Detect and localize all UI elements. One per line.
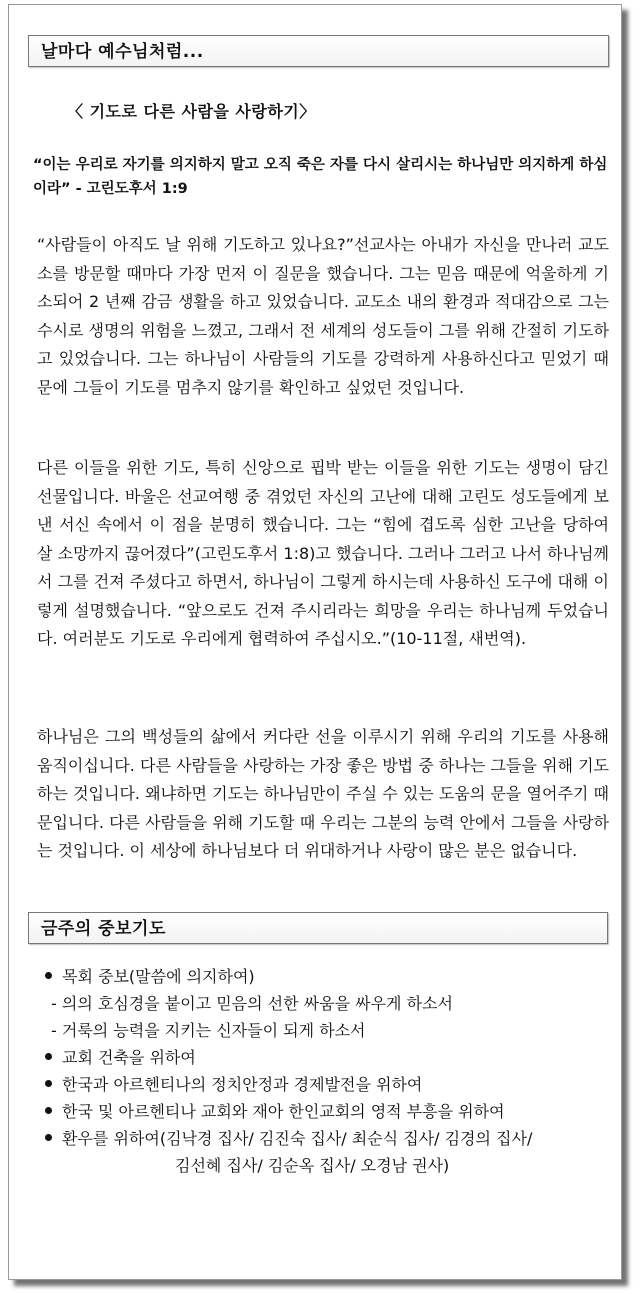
bullet-icon (45, 1107, 52, 1114)
list-item-text: 한국과 아르헨티나의 정치안정과 경제발전을 위하여 (62, 1075, 423, 1094)
list-item-text: 환우를 위하여(김낙경 집사/ 김진숙 집사/ 최순식 집사/ 김경의 집사/ (62, 1129, 533, 1148)
bullet-icon (45, 1134, 52, 1141)
devotion-paragraph-3: 하나님은 그의 백성들의 삶에서 커다란 선을 이루시기 위해 우리의 기도를 사용해 움직이십니다. 다른 사람들을 사랑하는 가장 좋은 방법 중 하나는 그들을 위해 기도하는 것입니다. 왜냐하면 기도는 하나님만이 주실 수 있는 도움의 문을 열어주기 때문입니다. 다른 사람들을 위해 기도할 때 우리는 그분의 능력 안에서 그들을 사랑하는 것입니다. 이 세상에 하나님보다 더 위대하거나 사랑이 많은 분은 없습니다. (37, 727, 609, 860)
list-item-text: - 의의 호심경을 붙이고 믿음의 선한 싸움을 싸우게 하소서 (51, 994, 453, 1013)
list-item-text: 교회 건축을 위하여 (62, 1048, 196, 1067)
prayer-list (45, 963, 615, 1179)
devotion-paragraph-2: 다른 이들을 위한 기도, 특히 신앙으로 핍박 받는 이들을 위한 기도는 생명이 담긴 선물입니다. 바울은 선교여행 중 겪었던 자신의 고난에 대해 고린도 성도들에게 보낸 서신 속에서 이 점을 분명히 했습니다. 그는 “힘에 겹도록 심한 고난을 당하여 살 소망까지 끊어졌다”(고린도후서 1:8)고 했습니다. 그러나 그러고 나서 하나님께서 그를 건져 주셨다고 하면서, 하나님이 그렇게 하시는데 사용하신 도구에 대해 이렇게 설명했습니다. “앞으로도 건져 주시리라는 희망을 우리는 하나님께 두었습니다. 여러분도 기도로 우리에게 협력하여 주십시오.”(10-11절, 새번역). (37, 458, 609, 648)
devotion-subtitle: 〈 기도로 다른 사람을 사랑하기〉 (67, 102, 316, 121)
list-subitem (45, 1017, 615, 1044)
list-item-text: 한국 및 아르헨티나 교회와 재아 한인교회의 영적 부흥을 위하여 (62, 1102, 505, 1121)
list-item (45, 1044, 615, 1071)
devotion-title: 날마다 예수님처럼... (41, 42, 204, 62)
list-item-text: 목회 중보(말씀에 의지하여) (62, 967, 255, 986)
devotion-header (28, 35, 609, 67)
prayer-title: 금주의 중보기도 (41, 919, 166, 939)
prayer-header (28, 912, 608, 944)
bullet-icon (45, 1053, 52, 1060)
list-item-text: 김선혜 집사/ 김순옥 집사/ 오경남 권사) (175, 1156, 450, 1175)
list-subitem (45, 990, 615, 1017)
list-item (45, 1098, 615, 1125)
list-item (45, 963, 615, 990)
bullet-icon (45, 1080, 52, 1087)
bullet-icon (45, 972, 52, 979)
devotion-paragraph-1: “사람들이 아직도 날 위해 기도하고 있나요?”선교사는 아내가 자신을 만나러 교도소를 방문할 때마다 가장 먼저 이 질문을 했습니다. 그는 믿음 때문에 억울하게 기소되어 2 년째 감금 생활을 하고 있었습니다. 교도소 내의 환경과 적대감으로 그는 수시로 생명의 위험을 느꼈고, 그래서 전 세계의 성도들이 그를 위해 간절히 기도하고 있었습니다. 그는 하나님이 사람들의 기도를 강력하게 사용하신다고 믿었기 때문에 그들이 기도를 멈추지 않기를 확인하고 싶었던 것입니다. (37, 235, 609, 397)
list-continuation (45, 1152, 615, 1179)
list-item-text: - 거룩의 능력을 지키는 신자들이 되게 하소서 (51, 1021, 366, 1040)
list-item (45, 1071, 615, 1098)
bulletin-page (8, 4, 622, 1280)
list-item (45, 1125, 615, 1152)
scripture-verse: “이는 우리로 자기를 의지하지 말고 오직 죽은 자를 다시 살리시는 하나님만 의지하게 하심이라” - 고린도후서 1:9 (33, 157, 608, 197)
